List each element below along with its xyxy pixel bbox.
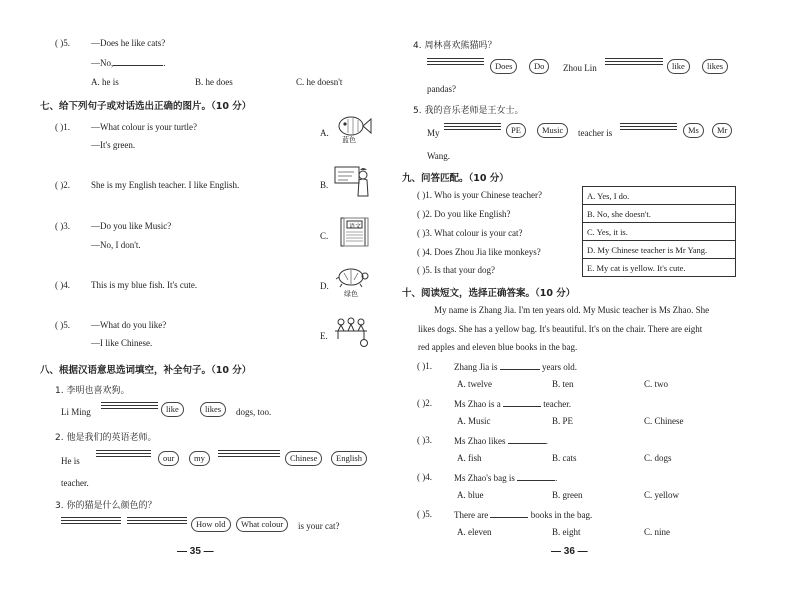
s8-q3-end: is your cat? — [298, 521, 340, 531]
q4-word-like: like — [667, 59, 690, 74]
s7-q4-text: This is my blue fish. It's cute. — [91, 280, 198, 290]
s8-q1-word-likes: likes — [200, 402, 226, 417]
option-b-label: B. — [320, 180, 329, 190]
section-10-title: 十、阅读短文，选择正确答案。（10 分） — [402, 288, 576, 299]
q5-answer-lines-2[interactable] — [620, 123, 677, 137]
s8-q2-word-my: my — [189, 451, 210, 466]
r4-option-a[interactable]: A. blue — [457, 490, 484, 500]
r4-question: Ms Zhao's bag is . — [454, 473, 558, 483]
q5-word-pe: PE — [506, 123, 526, 138]
s9-answer-c: C. Yes, it is. — [583, 223, 736, 241]
option-d-label: D. — [320, 281, 329, 291]
r3-option-c[interactable]: C. dogs — [644, 453, 672, 463]
s7-q2-text: She is my English teacher. I like English. — [91, 180, 240, 190]
r3-option-b[interactable]: B. cats — [552, 453, 577, 463]
teacher-icon — [334, 165, 370, 199]
r1-paren[interactable]: ( )1. — [417, 361, 432, 371]
s9-answer-a: A. Yes, I do. — [583, 187, 736, 205]
page-number-right: — 36 — — [551, 546, 588, 557]
s8-q2-word-chinese: Chinese — [285, 451, 322, 466]
s8-q2-word-english: English — [331, 451, 367, 466]
q5-option-b[interactable]: B. he does — [195, 77, 233, 87]
q5-start: My — [427, 128, 440, 138]
s8-q3-chinese: 3. 你的猫是什么颜色的？ — [55, 501, 157, 511]
r4-option-c[interactable]: C. yellow — [644, 490, 679, 500]
q4-word-likes: likes — [702, 59, 728, 74]
s7-q1-paren[interactable]: ( )1. — [55, 122, 70, 132]
s7-q2-paren[interactable]: ( )2. — [55, 180, 70, 190]
s7-q5-paren[interactable]: ( )5. — [55, 320, 70, 330]
blank[interactable] — [490, 509, 528, 518]
blank[interactable] — [113, 57, 163, 66]
q4-chinese: 4. 周林喜欢熊猫吗？ — [413, 41, 497, 51]
r1-question: Zhang Jia is years old. — [454, 362, 577, 372]
turtle-color-label: 绿色 — [344, 290, 358, 298]
blank[interactable] — [500, 361, 540, 370]
chinese-book-picture[interactable] — [337, 216, 373, 250]
r4-option-b[interactable]: B. green — [552, 490, 583, 500]
s8-q1-start: Li Ming — [61, 407, 91, 417]
r5-question: There are books in the bag. — [454, 510, 593, 520]
option-a-label: A. — [320, 128, 329, 138]
s9-answer-b: B. No, she doesn't. — [583, 205, 736, 223]
classroom-icon — [333, 315, 369, 349]
s7-q3-text: —Do you like Music? — [91, 221, 172, 231]
s8-q2-word-our: our — [158, 451, 179, 466]
page-number-left: — 35 — — [177, 546, 214, 557]
s7-q1-text: —What colour is your turtle? — [91, 122, 197, 132]
r5-option-a[interactable]: A. eleven — [457, 527, 492, 537]
r2-question: Ms Zhao is a teacher. — [454, 399, 571, 409]
s7-q4-paren[interactable]: ( )4. — [55, 280, 70, 290]
r2-paren[interactable]: ( )2. — [417, 398, 432, 408]
section-7-title: 七、给下列句子或对话选出正确的图片。（10 分） — [40, 101, 252, 112]
s9-answer-e: E. My cat is yellow. It's cute. — [583, 259, 736, 277]
s8-q2-start: He is — [61, 456, 80, 466]
q5-question: —Does he like cats? — [91, 38, 166, 48]
s8-q3-answer-lines-2[interactable] — [127, 517, 187, 531]
q5-paren[interactable]: ( )5. — [55, 38, 70, 48]
s7-q3-text2: —No, I don't. — [91, 240, 141, 250]
q4-word-does: Does — [490, 59, 517, 74]
s8-q3-answer-lines-1[interactable] — [61, 517, 121, 531]
q5-mid: teacher is — [578, 128, 613, 138]
s8-q1-answer-lines[interactable] — [101, 402, 158, 416]
s9-question-5[interactable]: ( )5. Is that your dog? — [417, 265, 495, 275]
s9-answer-table — [582, 186, 736, 277]
r5-option-b[interactable]: B. eight — [552, 527, 581, 537]
r1-option-c[interactable]: C. two — [644, 379, 669, 389]
passage-line-2: likes dogs. She has a yellow bag. It's beautiful. It's on the chair. There are eight — [418, 324, 703, 334]
r1-option-a[interactable]: A. twelve — [457, 379, 492, 389]
s9-answer-d: D. My Chinese teacher is Mr Yang. — [583, 241, 736, 259]
fish-picture[interactable] — [336, 113, 372, 147]
option-e-label: E. — [320, 331, 328, 341]
section-8-title: 八、根据汉语意思选词填空，补全句子。（10 分） — [40, 365, 252, 376]
s8-q2-chinese: 2. 他是我们的英语老师。 — [55, 433, 157, 443]
passage-line-3: red apples and eleven blue books in the bag. — [418, 342, 578, 352]
s8-q2-end: teacher. — [61, 478, 89, 488]
section-9-title: 九、问答匹配。（10 分） — [402, 173, 509, 184]
s9-question-3[interactable]: ( )3. What colour is your cat? — [417, 228, 523, 238]
passage-line-1: My name is Zhang Jia. I'm ten years old. My Music teacher is Ms Zhao. She — [434, 305, 710, 315]
q5-word-mr: Mr — [712, 123, 732, 138]
book-title-label: 语文 — [349, 223, 362, 230]
s8-q1-chinese: 1. 李明也喜欢狗。 — [55, 386, 130, 396]
q5-word-music: Music — [537, 123, 568, 138]
q5-answer-line: —No, . — [91, 58, 166, 68]
r5-option-c[interactable]: C. nine — [644, 527, 670, 537]
r2-option-c[interactable]: C. Chinese — [644, 416, 684, 426]
q5-word-ms: Ms — [683, 123, 704, 138]
r3-question: Ms Zhao likes . — [454, 436, 548, 446]
s9-question-1[interactable]: ( )1. Who is your Chinese teacher? — [417, 190, 543, 200]
q4-word-do: Do — [529, 59, 549, 74]
r2-option-b[interactable]: B. PE — [552, 416, 574, 426]
blank[interactable] — [503, 398, 541, 407]
s8-q2-answer-lines-1[interactable] — [96, 450, 151, 464]
r1-option-b[interactable]: B. ten — [552, 379, 574, 389]
s8-q1-end: dogs, too. — [236, 407, 272, 417]
s9-question-4[interactable]: ( )4. Does Zhou Jia like monkeys? — [417, 247, 541, 257]
fish-color-label: 蓝色 — [342, 136, 356, 144]
blank[interactable] — [508, 435, 546, 444]
teacher-picture[interactable] — [334, 165, 370, 199]
q4-end: pandas? — [427, 84, 456, 94]
s8-q1-word-like: like — [161, 402, 184, 417]
q5-answer-lines-1[interactable] — [444, 123, 501, 137]
turtle-picture[interactable] — [334, 265, 370, 299]
r3-option-a[interactable]: A. fish — [457, 453, 482, 463]
r4-paren[interactable]: ( )4. — [417, 472, 432, 482]
s8-q3-word-what-colour: What colour — [236, 517, 288, 532]
q4-mid: Zhou Lin — [563, 63, 597, 73]
q5-option-a[interactable]: A. he is — [91, 77, 119, 87]
s7-q5-text: —What do you like? — [91, 320, 167, 330]
q5-option-c[interactable]: C. he doesn't — [296, 77, 343, 87]
s9-question-2[interactable]: ( )2. Do you like English? — [417, 209, 511, 219]
s8-q3-word-how-old: How old — [191, 517, 231, 532]
classroom-picture[interactable] — [333, 315, 369, 349]
q4-answer-lines-2[interactable] — [605, 58, 663, 72]
blank[interactable] — [517, 472, 555, 481]
s7-q1-text2: —It's green. — [91, 140, 136, 150]
s8-q2-answer-lines-2[interactable] — [218, 450, 280, 464]
s7-q5-text2: —I like Chinese. — [91, 338, 153, 348]
r2-option-a[interactable]: A. Music — [457, 416, 491, 426]
q5-chinese: 5. 我的音乐老师是王女士。 — [413, 106, 524, 116]
q5-end: Wang. — [427, 151, 451, 161]
s7-q3-paren[interactable]: ( )3. — [55, 221, 70, 231]
r5-paren[interactable]: ( )5. — [417, 509, 432, 519]
r3-paren[interactable]: ( )3. — [417, 435, 432, 445]
q4-answer-lines-1[interactable] — [427, 58, 484, 72]
option-c-label: C. — [320, 231, 329, 241]
